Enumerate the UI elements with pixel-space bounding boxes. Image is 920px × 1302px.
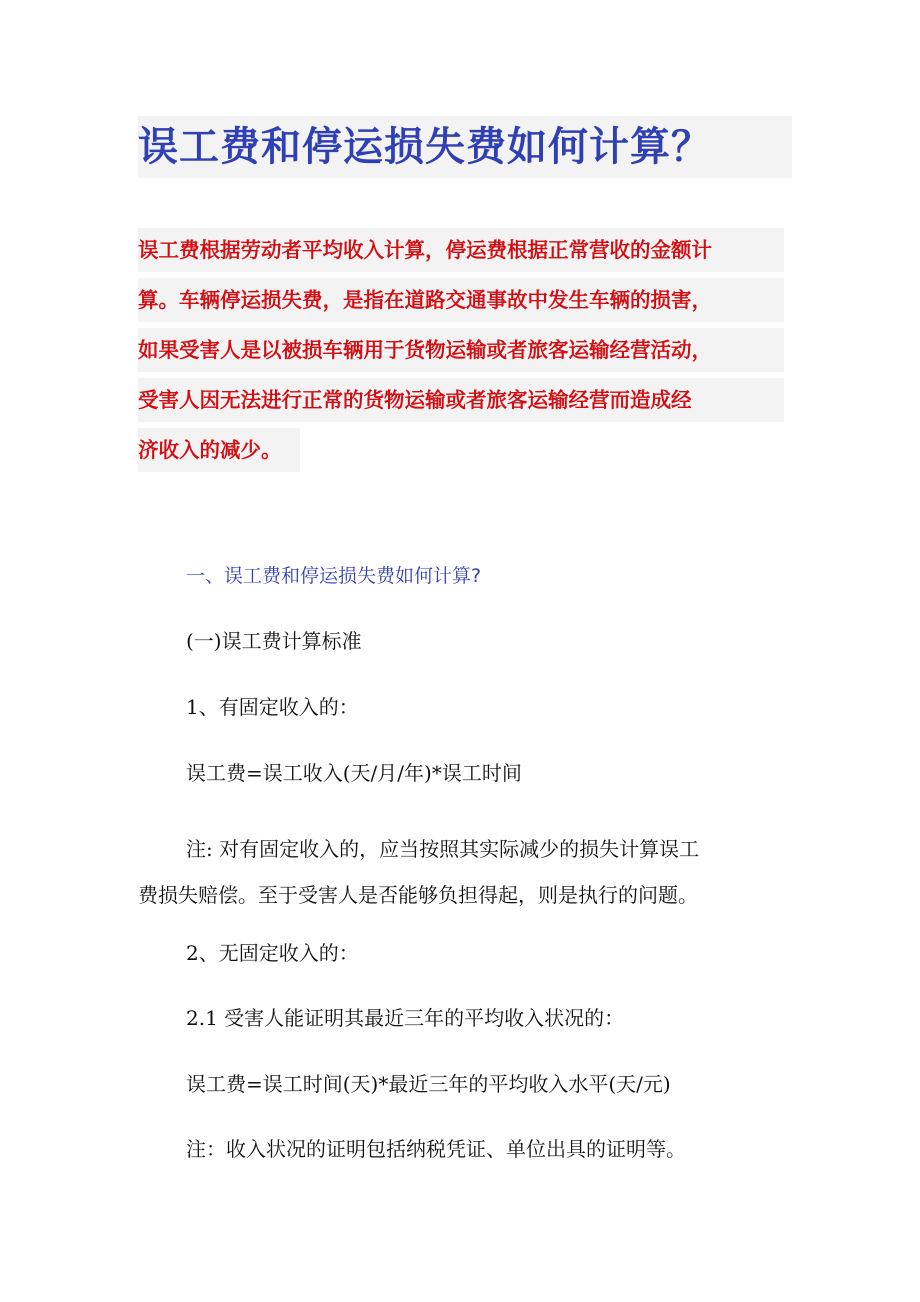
note-paragraph [138,826,788,918]
note-line: 费损失赔偿。至于受害人是否能够负担得起，则是执行的问题。 [138,883,698,907]
summary-line: 如果受害人是以被损车辆用于货物运输或者旅客运输经营活动， [138,328,784,372]
formula: 误工费=误工时间(天)*最近三年的平均收入水平(天/元) [186,1072,671,1096]
summary-line: 误工费根据劳动者平均收入计算，停运费根据正常营收的金额计 [138,228,784,272]
formula: 误工费=误工收入(天/月/年)*误工时间 [186,761,522,785]
summary-line: 算。车辆停运损失费，是指在道路交通事故中发生车辆的损害， [138,278,784,322]
list-item: 2.1 受害人能证明其最近三年的平均收入状况的： [186,1006,625,1030]
summary-line: 济收入的减少。 [138,428,300,472]
page-title: 误工费和停运损失费如何计算？ [138,116,792,178]
summary-line: 受害人因无法进行正常的货物运输或者旅客运输经营而造成经 [138,378,784,422]
section-heading: 一、误工费和停运损失费如何计算? [186,565,482,587]
summary-block [138,228,784,478]
list-item: 2、无固定收入的： [186,941,359,965]
list-item: 1、有固定收入的： [186,695,359,719]
note-paragraph: 注：收入状况的证明包括纳税凭证、单位出具的证明等。 [186,1137,686,1161]
subsection-heading: (一)误工费计算标准 [186,629,362,653]
note-line: 注: 对有固定收入的，应当按照其实际减少的损失计算误工 [186,837,700,861]
